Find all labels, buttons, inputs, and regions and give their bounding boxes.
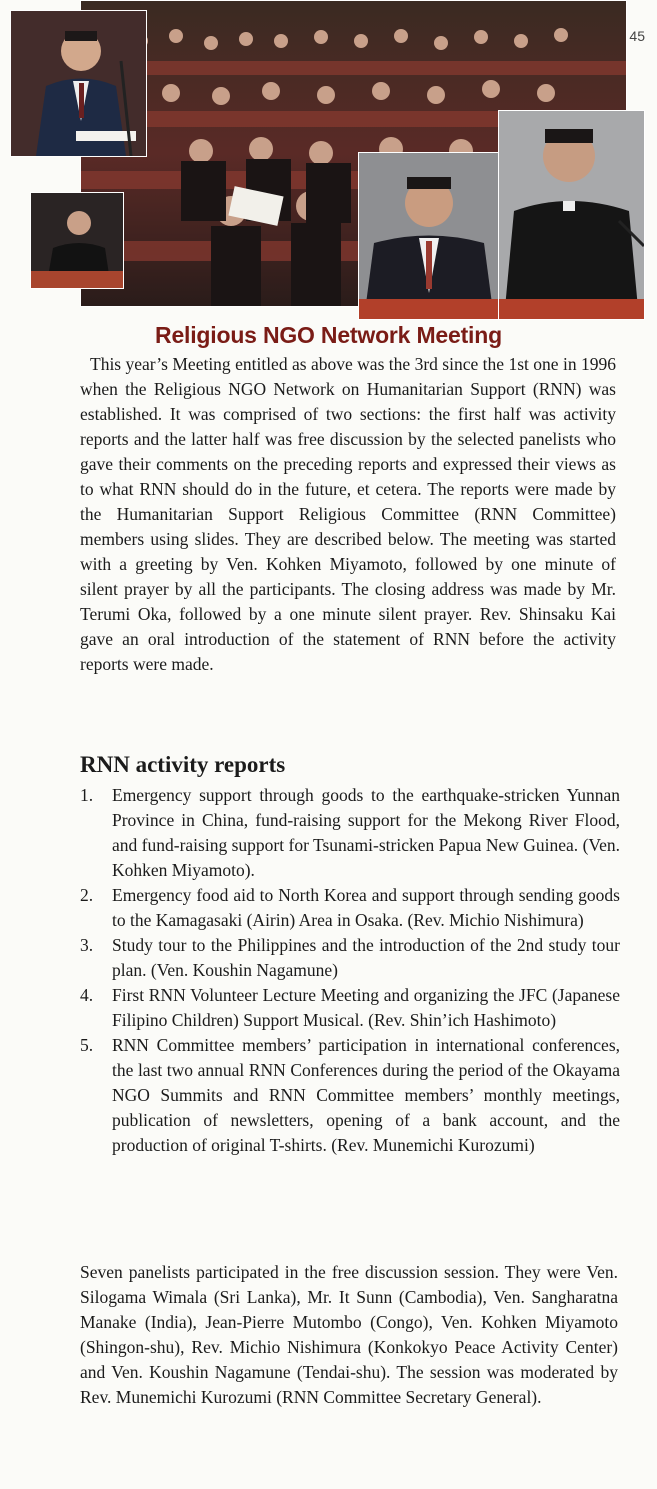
reports-heading: RNN activity reports bbox=[80, 752, 286, 777]
photo-collage bbox=[10, 0, 643, 318]
speaker-photo-2 bbox=[30, 192, 124, 289]
list-item-number: 4. bbox=[80, 985, 94, 1005]
page-number: 45 bbox=[629, 28, 645, 44]
list-item-text: Study tour to the Philippines and the introduction of the 2nd study tour plan. (Ven. Koushin Nagamune) bbox=[112, 935, 620, 980]
panelists-paragraph: Seven panelists participated in the free discussion session. They were Ven. Silogama Wimala (Sri Lanka), Mr. It Sunn (Cambodia), Ven. Sangharatna Manake (India), Jean-Pierre Mutombo (Congo), Ven. Kohken Miyamoto (Shingon-shu), Rev. Michio Nishimura (Konkokyo Peace Activity Center) and Ven. Koushin Nagamune (Tendai-shu). The session was moderated by Rev. Munemichi Kurozumi (RNN Committee Secretary General). bbox=[80, 1262, 618, 1407]
article-title: Religious NGO Network Meeting bbox=[155, 322, 502, 348]
list-item-text: RNN Committee members’ participation in international conferences, the last two annual RNN Conferences during the period of the Okayama NGO Summits and RNN Committee members’ monthly meetings, publication of newsletters, opening of a bank account, and the production of original T-shirts. (Rev. Munemichi Kurozumi) bbox=[112, 1035, 620, 1155]
list-item-text: Emergency support through goods to the earthquake-stricken Yunnan Province in China, fund-raising support for the Mekong River Flood, and fund-raising support for Tsunami-stricken Papua New Guinea. (Ven. Kohken Miyamoto). bbox=[112, 785, 620, 880]
intro-paragraph: This year’s Meeting entitled as above was the 3rd since the 1st one in 1996 when the Religious NGO Network on Humanitarian Support (RNN) was established. It was comprised of two sections: the first half was activity reports and the latter half was free discussion by the selected panelists who gave their comments on the preceding reports and expressed their views as to what RNN should do in the future, et cetera. The reports were made by the Humanitarian Support Religious Committee (RNN Committee) members using slides. They are described below. The meeting was started with a greeting by Ven. Kohken Miyamoto, followed by one minute of silent prayer by all the participants. The closing address was made by Mr. Terumi Oka, followed by a one minute silent prayer. Rev. Shinsaku Kai gave an oral introduction of the statement of RNN before the activity reports were made. bbox=[80, 354, 616, 674]
list-item bbox=[80, 783, 620, 883]
list-item-number: 3. bbox=[80, 935, 94, 955]
speaker-photo-1 bbox=[10, 10, 147, 157]
list-item bbox=[80, 933, 620, 983]
speaker-photo-4 bbox=[498, 110, 645, 320]
list-item bbox=[80, 1033, 620, 1158]
list-item-number: 2. bbox=[80, 885, 94, 905]
list-item-number: 1. bbox=[80, 785, 94, 805]
list-item bbox=[80, 983, 620, 1033]
list-item-number: 5. bbox=[80, 1035, 94, 1055]
list-item-text: Emergency food aid to North Korea and support through sending goods to the Kamagasaki (Airin) Area in Osaka. (Rev. Michio Nishimura) bbox=[112, 885, 620, 930]
list-item bbox=[80, 883, 620, 933]
speaker-photo-3 bbox=[358, 152, 500, 320]
reports-list bbox=[80, 783, 620, 1158]
list-item-text: First RNN Volunteer Lecture Meeting and organizing the JFC (Japanese Filipino Children) Support Musical. (Rev. Shin’ich Hashimoto) bbox=[112, 985, 620, 1030]
